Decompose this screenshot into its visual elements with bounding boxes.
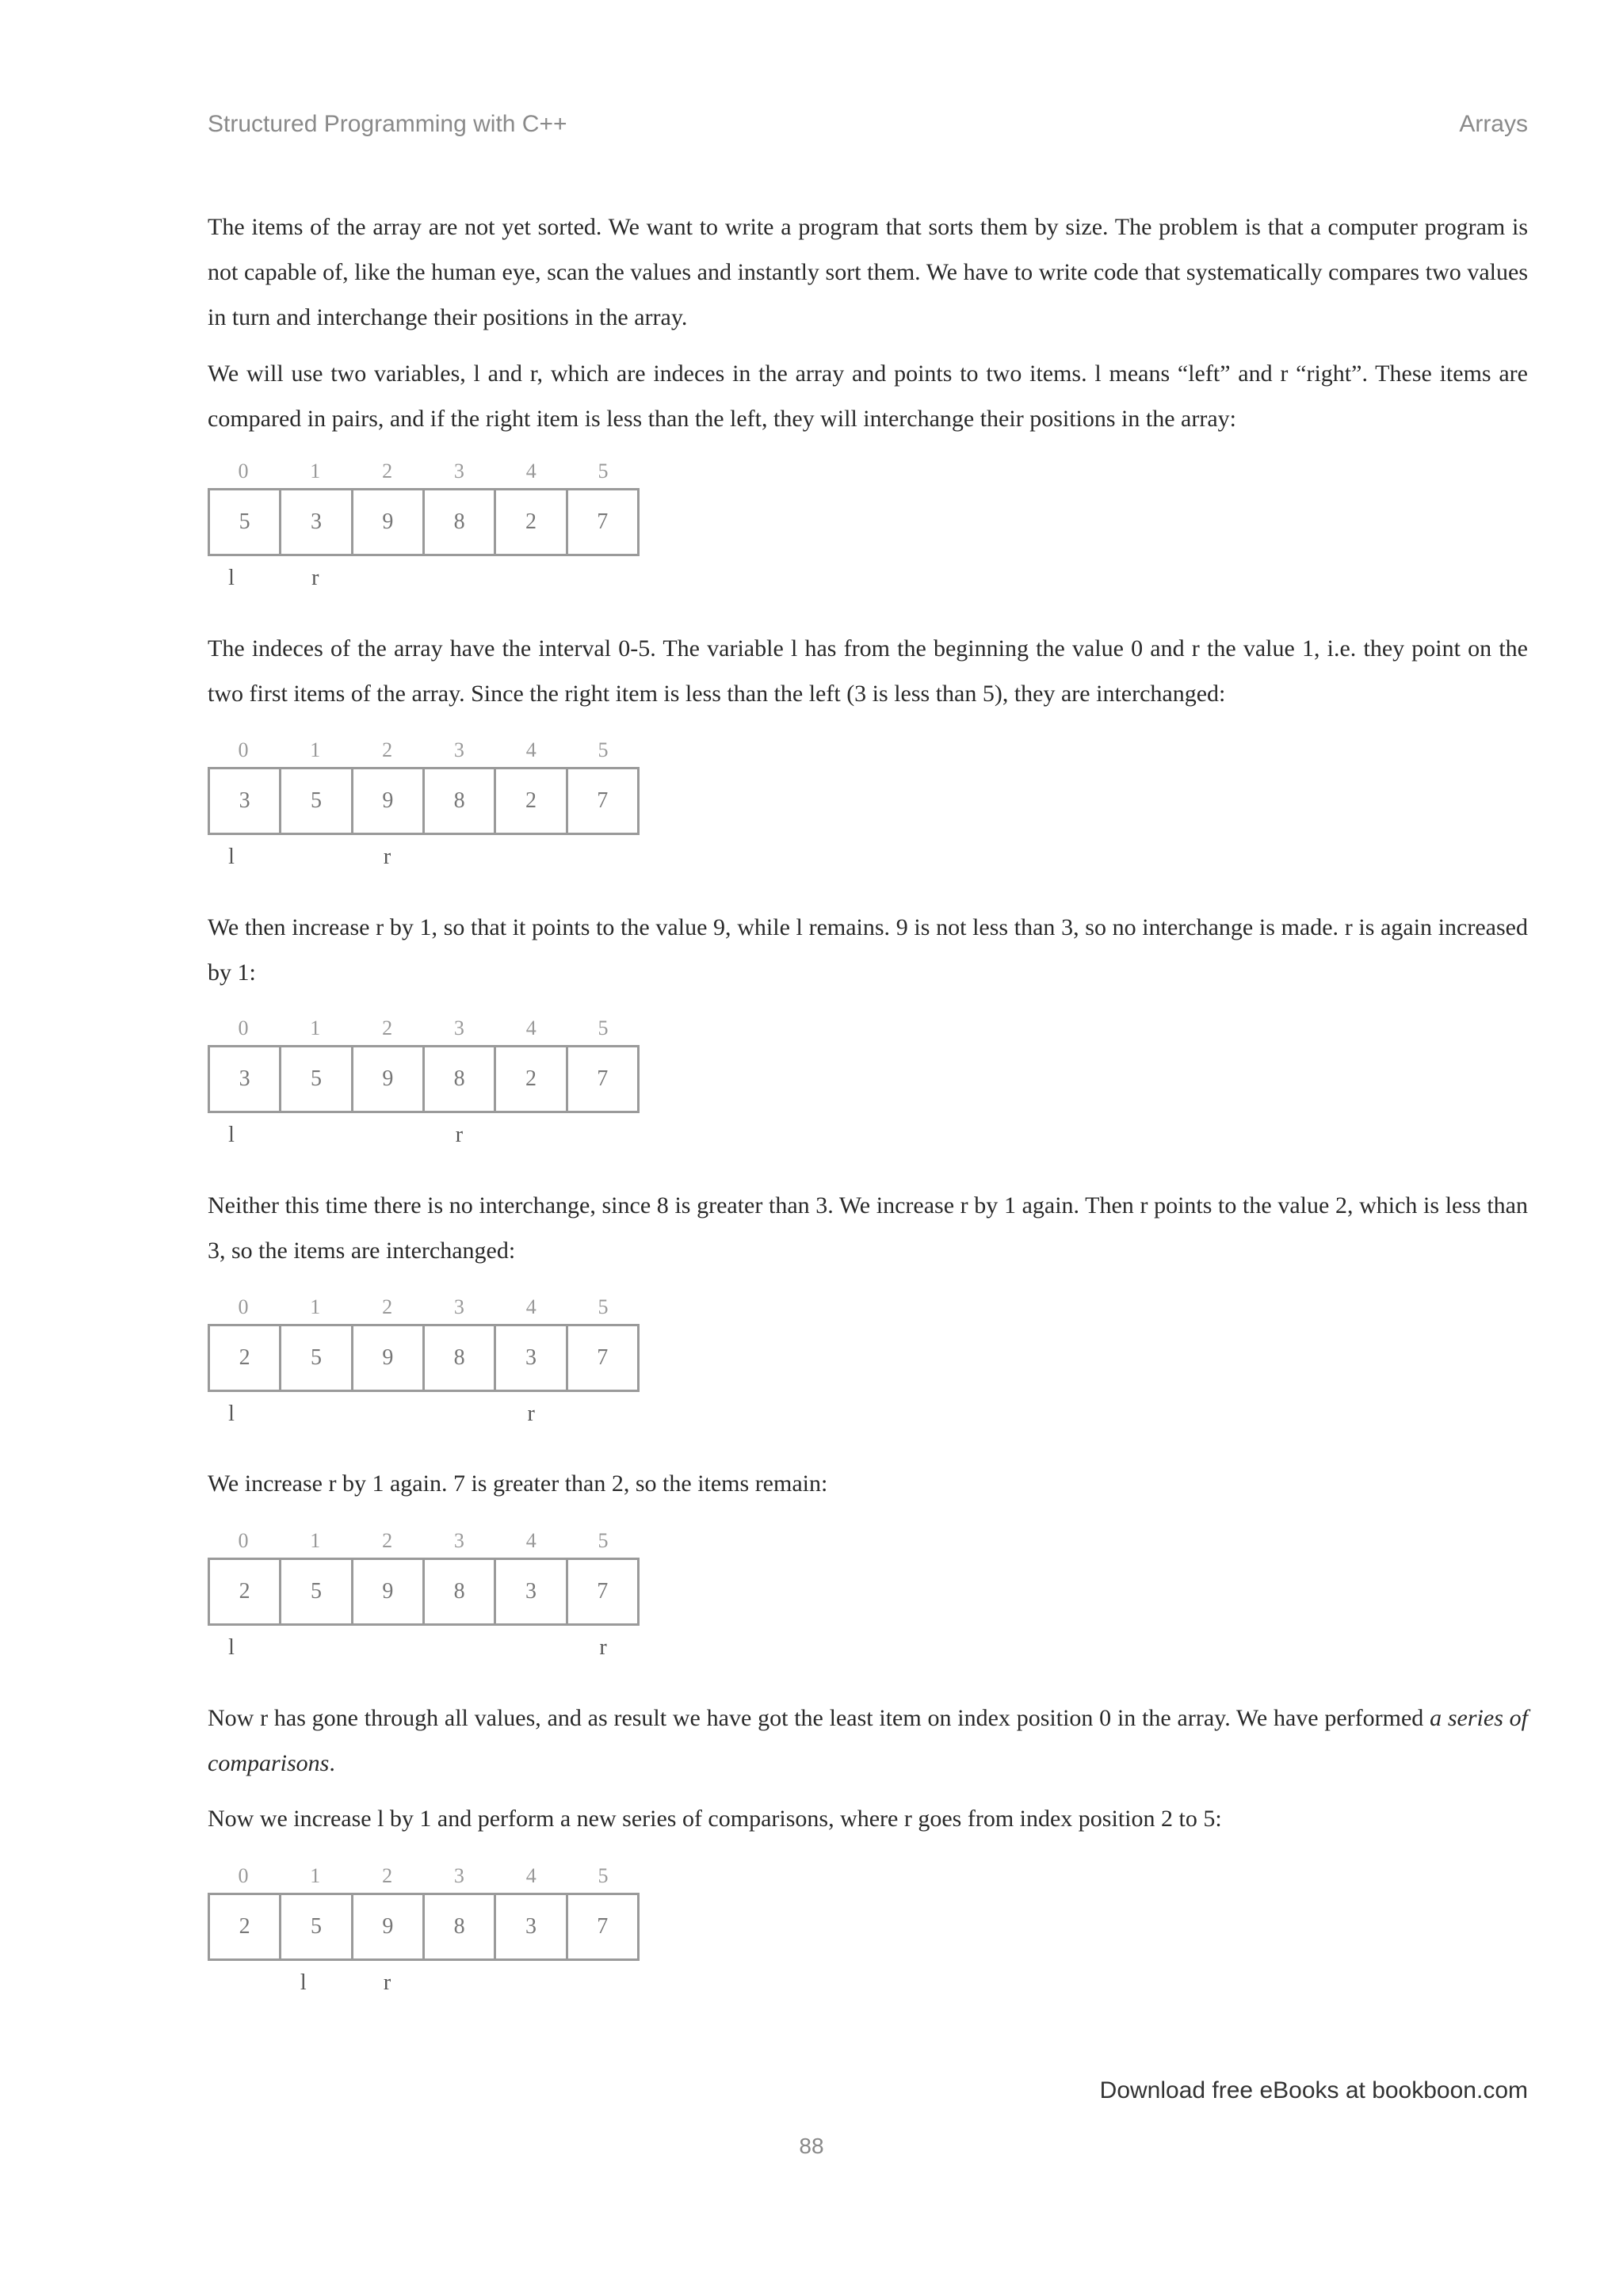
array-cell: 9 xyxy=(353,1560,425,1623)
index-label: 2 xyxy=(382,1295,393,1318)
array-cell: 3 xyxy=(210,1047,281,1111)
array-cell: 8 xyxy=(425,1326,496,1390)
index-label: 1 xyxy=(310,1016,321,1039)
index-label: 3 xyxy=(453,1529,464,1552)
index-row xyxy=(208,738,640,767)
array-cell: 2 xyxy=(496,490,567,554)
index-label: 2 xyxy=(382,1529,393,1552)
pointer-l: l xyxy=(300,1970,307,1995)
index-label: 5 xyxy=(598,738,609,761)
index-row xyxy=(208,1529,640,1558)
pointer-r: r xyxy=(599,1635,607,1660)
array-cell: 2 xyxy=(496,769,567,833)
index-label: 0 xyxy=(238,738,249,761)
pointer-l: l xyxy=(228,1123,235,1147)
bookboon-link[interactable]: Download free eBooks at bookboon.com xyxy=(1099,2077,1528,2103)
index-label: 3 xyxy=(453,1016,464,1039)
paragraph-variables: We will use two variables, l and r, which are indeces in the array and points to two items. l means “left” and r “right”. These items are compared in pairs, and if the right item is less than the left, they will interchange their positions in the array: xyxy=(208,360,1528,432)
array-cell: 3 xyxy=(281,490,353,554)
index-label: 0 xyxy=(238,1864,249,1887)
index-label: 0 xyxy=(238,460,249,482)
array-cells xyxy=(208,1893,640,1961)
array-cell: 8 xyxy=(425,1047,496,1111)
index-label: 3 xyxy=(453,460,464,482)
array-cell: 9 xyxy=(353,490,425,554)
array-cell: 2 xyxy=(210,1326,281,1390)
array-cell: 9 xyxy=(353,1326,425,1390)
index-label: 1 xyxy=(310,460,321,482)
index-label: 5 xyxy=(598,1295,609,1318)
array-cells xyxy=(208,1324,640,1392)
array-cell: 7 xyxy=(597,1914,609,1939)
array-cell: 7 xyxy=(597,788,609,813)
index-row xyxy=(208,460,640,488)
index-label: 5 xyxy=(598,1529,609,1552)
series-text-a: Now r has gone through all values, and as result we have got the least item on index position 0 in the array. We have performed xyxy=(208,1705,1430,1731)
pointer-r: r xyxy=(455,1123,464,1147)
pointer-r: r xyxy=(383,845,391,869)
array-cell: 7 xyxy=(597,1345,609,1370)
index-label: 2 xyxy=(382,1864,393,1887)
array-cell: 5 xyxy=(281,769,353,833)
array-cell: 7 xyxy=(597,1579,609,1604)
array-cell: 8 xyxy=(425,1560,496,1623)
running-header xyxy=(208,111,1528,143)
index-label: 1 xyxy=(310,1295,321,1318)
pointer-l: l xyxy=(228,845,235,869)
array-cell: 5 xyxy=(210,490,281,554)
array-diagram xyxy=(208,1016,640,1147)
pointer-r: r xyxy=(383,1970,391,1995)
array-cell: 5 xyxy=(281,1047,353,1111)
paragraph-intro: The items of the array are not yet sorted. We want to write a program that sorts them by size. The problem is that a computer program is not capable of, like the human eye, scan the values and instantly sort them. We have to write code that systematically compares two values in turn and interchange their positions in the array. xyxy=(208,214,1528,330)
index-label: 1 xyxy=(310,1864,321,1887)
pointer-r: r xyxy=(311,566,319,590)
array-cell: 7 xyxy=(597,1066,609,1091)
array-cell: 3 xyxy=(496,1895,567,1958)
array-cells xyxy=(208,767,640,835)
paragraph-new-series: Now we increase l by 1 and perform a new series of comparisons, where r goes from index position 2 to 5: xyxy=(208,1806,1222,1832)
chapter-title: Arrays xyxy=(1459,111,1528,137)
index-label: 0 xyxy=(238,1016,249,1039)
array-cell: 8 xyxy=(425,1895,496,1958)
index-label: 3 xyxy=(453,1864,464,1887)
index-label: 2 xyxy=(382,738,393,761)
index-row xyxy=(208,1016,640,1045)
paragraph-items-remain: We increase r by 1 again. 7 is greater than 2, so the items remain: xyxy=(208,1470,828,1497)
array-cells xyxy=(208,1558,640,1626)
array-diagram xyxy=(208,1864,640,1995)
index-label: 0 xyxy=(238,1529,249,1552)
array-cell: 2 xyxy=(496,1047,567,1111)
array-diagram xyxy=(208,460,640,590)
array-cell: 9 xyxy=(353,1895,425,1958)
array-cell: 8 xyxy=(425,769,496,833)
paragraph-series xyxy=(208,1695,1528,1786)
array-cell: 9 xyxy=(353,769,425,833)
index-label: 5 xyxy=(598,460,609,482)
index-label: 4 xyxy=(525,1016,537,1039)
paragraph-indices: The indeces of the array have the interval 0-5. The variable l has from the beginning the value 0 and r the value 1, i.e. they point on the two first items of the array. Since the right item is less than the left (3 is less than 5), they are interchanged: xyxy=(208,635,1528,707)
pointer-l: l xyxy=(228,1635,235,1660)
array-cell: 5 xyxy=(281,1895,353,1958)
index-label: 3 xyxy=(453,738,464,761)
array-cell: 7 xyxy=(597,509,609,534)
array-diagram xyxy=(208,1529,640,1660)
index-label: 2 xyxy=(382,1016,393,1039)
page-number: 88 xyxy=(799,2134,824,2158)
array-cell: 2 xyxy=(210,1895,281,1958)
array-cells xyxy=(208,488,640,556)
index-label: 4 xyxy=(525,1295,537,1318)
index-label: 2 xyxy=(382,460,393,482)
pointer-l: l xyxy=(228,1402,235,1426)
array-cell: 5 xyxy=(281,1560,353,1623)
index-label: 3 xyxy=(453,1295,464,1318)
array-diagram xyxy=(208,1295,640,1426)
array-cell: 3 xyxy=(210,769,281,833)
array-diagram xyxy=(208,738,640,869)
index-label: 4 xyxy=(525,738,537,761)
index-label: 5 xyxy=(598,1864,609,1887)
index-label: 5 xyxy=(598,1016,609,1039)
array-cell: 9 xyxy=(353,1047,425,1111)
array-cell: 2 xyxy=(210,1560,281,1623)
paragraph-increase-r: We then increase r by 1, so that it points to the value 9, while l remains. 9 is not less than 3, so no interchange is made. r is again increased by 1: xyxy=(208,914,1528,986)
index-label: 4 xyxy=(525,1864,537,1887)
array-cells xyxy=(208,1045,640,1113)
series-text-c: . xyxy=(329,1750,335,1776)
index-label: 4 xyxy=(525,1529,537,1552)
pointer-r: r xyxy=(527,1402,535,1426)
index-label: 1 xyxy=(310,738,321,761)
array-cell: 8 xyxy=(425,490,496,554)
array-cell: 5 xyxy=(281,1326,353,1390)
book-title: Structured Programming with C++ xyxy=(208,111,567,137)
series-emphasis: a series of comparisons xyxy=(208,1705,1528,1776)
index-row xyxy=(208,1295,640,1324)
index-label: 0 xyxy=(238,1295,249,1318)
index-label: 4 xyxy=(525,460,537,482)
index-label: 1 xyxy=(310,1529,321,1552)
array-cell: 3 xyxy=(496,1560,567,1623)
pointer-l: l xyxy=(228,566,235,590)
index-row xyxy=(208,1864,640,1893)
array-cell: 3 xyxy=(496,1326,567,1390)
paragraph-no-interchange: Neither this time there is no interchange, since 8 is greater than 3. We increase r by 1 again. Then r points to the value 2, which is less than 3, so the items are interchanged: xyxy=(208,1192,1528,1264)
